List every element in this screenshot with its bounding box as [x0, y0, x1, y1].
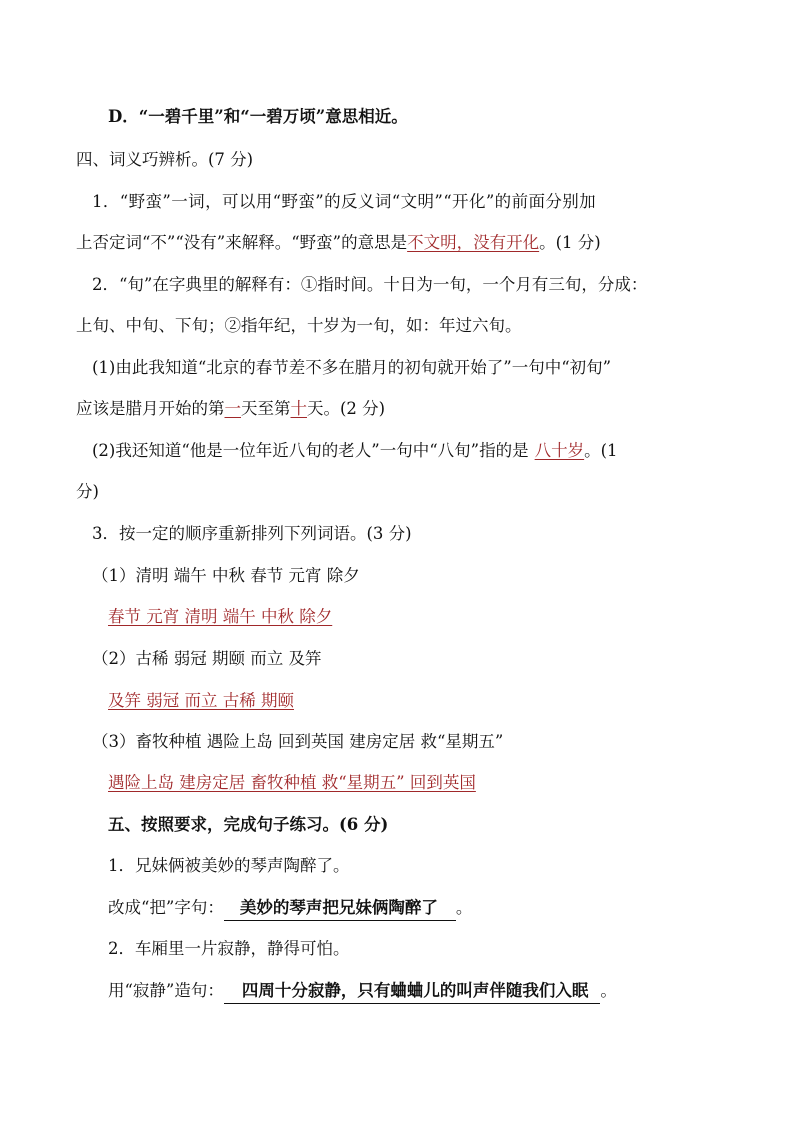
q3-2-words: （2）古稀 弱冠 期颐 而立 及笄 [92, 649, 322, 668]
section-4-title: 四、词义巧辨析。(7 分) [76, 150, 254, 169]
q1-answer: 不文明，没有开化 [407, 233, 540, 252]
option-d: D．“一碧千里”和“一碧万顷”意思相近。 [108, 107, 408, 126]
section-5-title: 五、按照要求，完成句子练习。(6 分) [108, 815, 389, 834]
q3-3-words: （3）畜牧种植 遇险上岛 回到英国 建房定居 救“星期五” [92, 732, 504, 751]
q1-line-1: 1．“野蛮”一词，可以用“野蛮”的反义词“文明”“开化”的前面分别加 [92, 192, 597, 211]
q3-1-answer: 春节 元宵 清明 端午 中秋 除夕 [108, 607, 333, 626]
s2-task: 用“寂静”造句： 四周十分寂静，只有蛐蛐儿的叫声伴随我们入眠 。 [108, 980, 617, 1004]
s1-sentence: 1．兄妹俩被美妙的琴声陶醉了。 [108, 856, 350, 875]
q2-1-answer-2: 十 [290, 399, 307, 418]
q1-line-2: 上否定词“不”“没有”来解释。“野蛮”的意思是不文明，没有开化。(1 分) [76, 233, 601, 252]
q2-2-answer: 八十岁 [534, 441, 585, 460]
q2-2-line-2: 分) [76, 482, 99, 501]
q2-line-2: 上旬、中旬、下旬；②指年纪，十岁为一旬，如：年过六旬。 [76, 316, 522, 335]
q3-title: 3．按一定的顺序重新排列下列词语。(3 分) [92, 524, 412, 543]
q3-3-answer: 遇险上岛 建房定居 畜牧种植 救“星期五” 回到英国 [108, 773, 476, 792]
q2-1-line-1: (1)由此我知道“北京的春节差不多在腊月的初旬就开始了”一句中“初旬” [92, 358, 612, 377]
s2-answer-blank: 四周十分寂静，只有蛐蛐儿的叫声伴随我们入眠 [224, 980, 601, 1004]
s1-answer-blank: 美妙的琴声把兄妹俩陶醉了 [224, 897, 456, 921]
s2-sentence: 2．车厢里一片寂静，静得可怕。 [108, 939, 350, 958]
q3-1-words: （1）清明 端午 中秋 春节 元宵 除夕 [92, 566, 360, 585]
q3-2-answer: 及笄 弱冠 而立 古稀 期颐 [108, 691, 294, 710]
s1-task: 改成“把”字句： 美妙的琴声把兄妹俩陶醉了 。 [108, 897, 472, 921]
q2-line-1: 2．“旬”在字典里的解释有：①指时间。十日为一旬，一个月有三旬，分成： [92, 275, 648, 294]
q2-1-line-2: 应该是腊月开始的第一天至第十天。(2 分) [76, 399, 386, 418]
q2-1-answer-1: 一 [224, 399, 241, 418]
q2-2-line-1: (2)我还知道“他是一位年近八旬的老人”一句中“八旬”指的是 八十岁。(1 [92, 441, 618, 460]
